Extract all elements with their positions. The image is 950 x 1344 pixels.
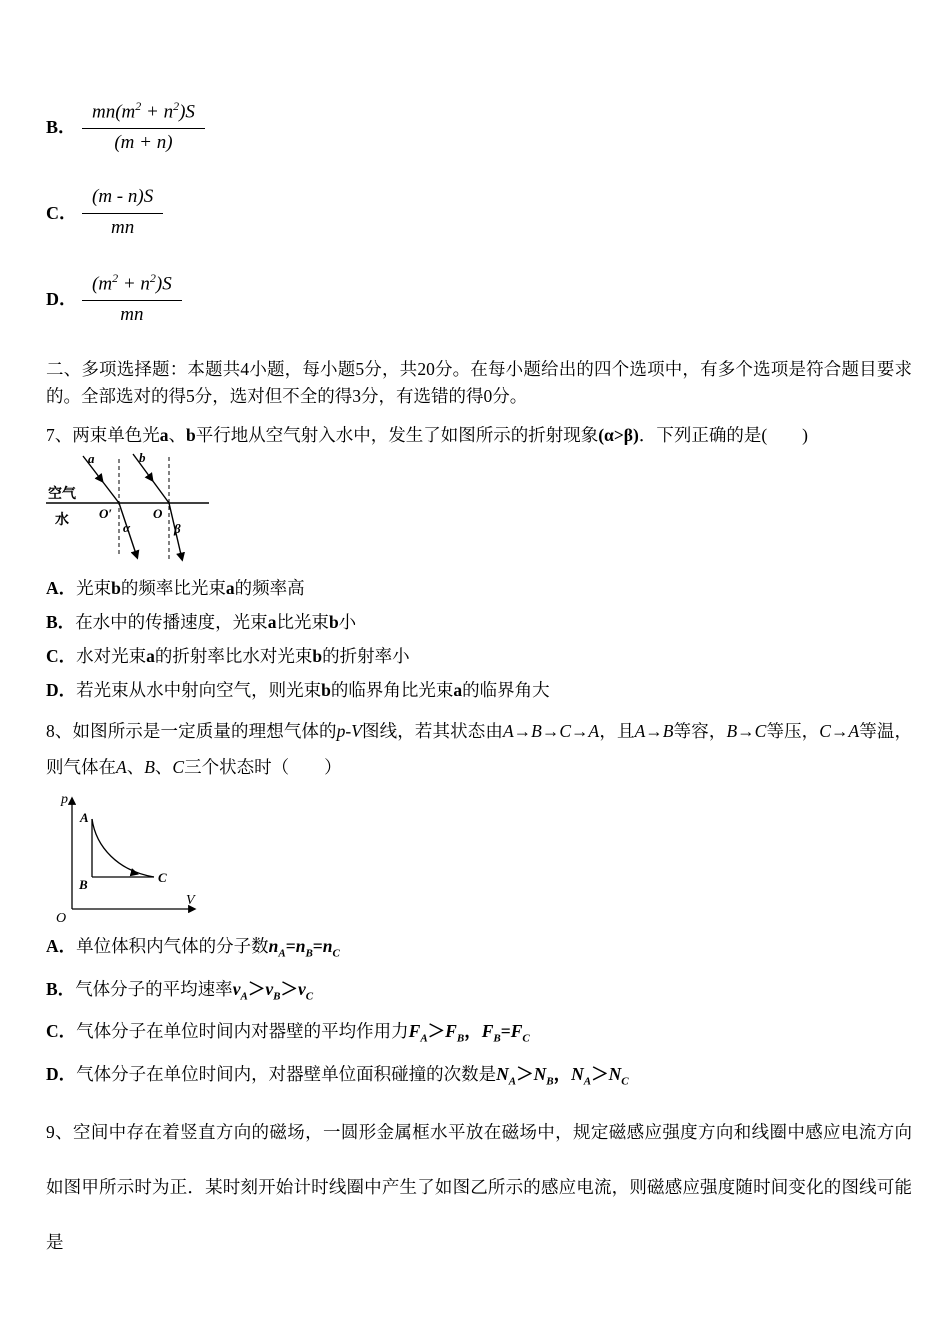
- point-a-label: A: [80, 810, 89, 826]
- beta-angle-label: β: [174, 521, 181, 537]
- option-letter-b: B．: [46, 117, 77, 138]
- p-axis-label: p: [61, 792, 68, 808]
- previous-question-options: [46, 98, 912, 326]
- fraction-numerator: $mn(m^2 + n^2)S$: [82, 98, 205, 129]
- q9-stem: 9、空间中存在着竖直方向的磁场，一圆形金属框水平放在磁场中，规定磁感应强度方向和线圈中感应电流方向如图甲所示时为正．某时刻开始计时线圈中产生了如图乙所示的感应电流，则磁感应强度随时间变化的图线可能是: [46, 1122, 912, 1253]
- q8-option-d: D．气体分子在单位时间内，对器壁单位面积碰撞的次数是$N_A>N_B$，$N_A>N_C$: [46, 1063, 629, 1088]
- q8-option-c: C．气体分子在单位时间内对器壁的平均作用力$F_A>F_B$，$F_B=F_C$: [46, 1021, 530, 1045]
- v-axis-label: V: [186, 893, 195, 909]
- fraction-denominator: (m + n): [114, 132, 173, 154]
- fraction-denominator: mn: [120, 303, 144, 325]
- isotherm-curve-c-to-a: [92, 819, 154, 877]
- option-row-c: [46, 185, 912, 240]
- q8-options: [46, 935, 912, 1092]
- incident-ray-a-arrow: [101, 480, 102, 481]
- ray-a-label: a: [88, 451, 95, 467]
- point-b-label: B: [79, 877, 88, 893]
- q7-refraction-diagram: [46, 451, 214, 569]
- fraction-numerator: (m - n)S: [82, 185, 163, 214]
- ray-b-label: b: [139, 451, 146, 466]
- option-row-d: [46, 270, 912, 327]
- alpha-angle-label: α: [123, 520, 131, 536]
- q8-stem: 8、如图所示是一定质量的理想气体的p-V图线，若其状态由A→B→C→A，且A→B等容，B→C等压，C→A等温，则气体在A、B、C三个状态时（ ）: [46, 721, 913, 778]
- point-o-prime-label: O′: [99, 506, 113, 522]
- q7-option-c: C．水对光束a的折射率比水对光束b的折射率小: [46, 646, 410, 667]
- option-letter-d: D．: [46, 288, 77, 309]
- fraction-d: [82, 270, 182, 327]
- q7-options: [46, 577, 912, 701]
- option-letter-c: C．: [46, 203, 77, 224]
- point-o-label: O: [153, 506, 163, 522]
- incident-ray-b-arrow: [151, 479, 152, 480]
- fraction-b: [82, 98, 205, 155]
- fraction-c: [82, 185, 163, 240]
- q8-pv-diagram: [48, 785, 208, 927]
- q7-stem: 7、两束单色光a、b平行地从空气射入水中，发生了如图所示的折射现象(α>β)．下列正确的是( ): [46, 425, 809, 446]
- q7-option-d: D．若光束从水中射向空气，则光束b的临界角比光束a的临界角大: [46, 680, 550, 701]
- q8-option-a: A．单位体积内气体的分子数$n_A=n_B=n_C$: [46, 936, 340, 960]
- origin-label: O: [56, 911, 67, 927]
- air-label: 空气: [48, 487, 76, 503]
- fraction-numerator: $(m^2 + n^2)S$: [82, 270, 182, 301]
- point-c-label: C: [158, 870, 167, 886]
- q7-option-b: B．在水中的传播速度，光束a比光束b小: [46, 612, 357, 633]
- water-label: 水: [55, 513, 69, 529]
- option-row-b: [46, 98, 912, 155]
- section-header: 二、多项选择题：本题共4小题，每小题5分，共20分。在每小题给出的四个选项中，有多个选项是符合题目要求的。全部选对的得5分，选对但不全的得3分，有选错的得0分。: [46, 359, 912, 407]
- q7-option-a: A．光束b的频率比光束a的频率高: [46, 578, 305, 599]
- fraction-denominator: mn: [110, 216, 135, 238]
- q8-option-b: B．气体分子的平均速率$v_A>v_B>v_C$: [46, 978, 314, 1003]
